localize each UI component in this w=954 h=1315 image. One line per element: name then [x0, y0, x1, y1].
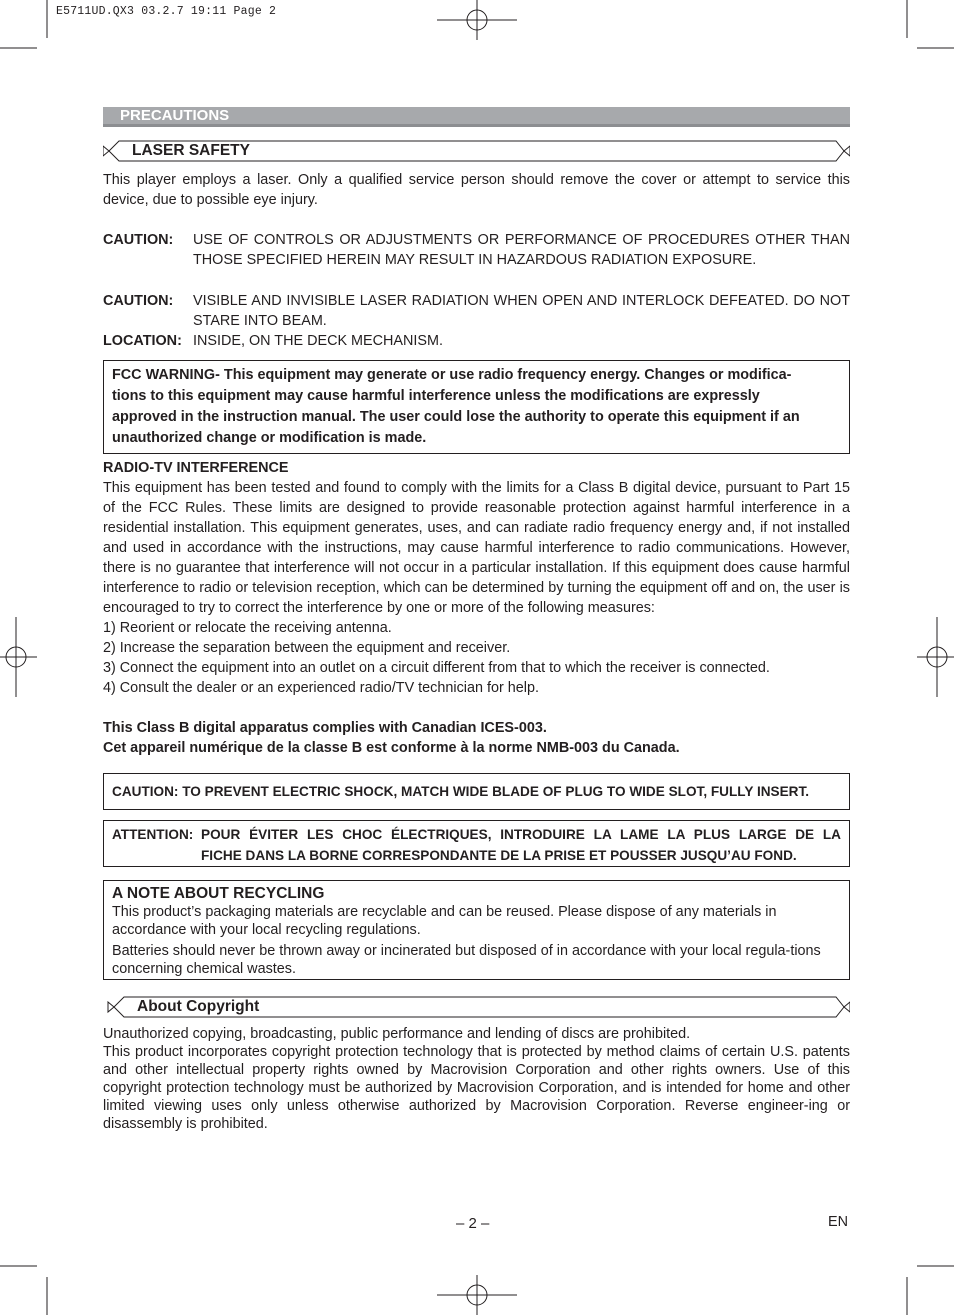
caution-text: VISIBLE AND INVISIBLE LASER RADIATION WHEN OPEN AND INTERLOCK DEFEATED. DO NOT STARE INTO BEAM.	[193, 293, 850, 329]
recycling-title: A NOTE ABOUT RECYCLING	[112, 885, 325, 902]
copyright-title: About Copyright	[137, 998, 260, 1015]
list-item: 1) Reorient or relocate the receiving antenna.	[103, 620, 392, 636]
caution-plug-box: CAUTION: TO PREVENT ELECTRIC SHOCK, MATCH WIDE BLADE OF PLUG TO WIDE SLOT, FULLY INSERT.	[103, 773, 850, 810]
laser-safety-title: LASER SAFETY	[132, 142, 250, 159]
caution-text: USE OF CONTROLS OR ADJUSTMENTS OR PERFORMANCE OF PROCEDURES OTHER THAN THOSE SPECIFIED HEREIN MAY RESULT IN HAZARDOUS RADIATION EXPOSURE.	[193, 232, 850, 268]
file-slug: E5711UD.QX3 03.2.7 19:11 Page 2	[56, 5, 277, 18]
canada-compliance: This Class B digital apparatus complies with Canadian ICES-003. Cet appareil numérique de la classe B est conforme à la norme NMB-003 du Canada.	[103, 720, 680, 756]
laser-caution-2	[103, 291, 850, 331]
attention-text-line-2: FICHE DANS LA BORNE CORRESPONDANTE DE LA PRISE ET POUSSER JUSQU’AU FOND.	[201, 848, 797, 863]
radio-tv-body: This equipment has been tested and found to comply with the limits for a Class B digital device, pursuant to Part 15 of the FCC Rules. These limits are designed to provide reasonable protection against harmful interference in a residential installation. This equipment generates, uses, and can radiate radio frequency energy and, if not installed and used in accordance with the instructions, may cause harmful interference to radio communications. However, there is no guarantee that interference will not occur in a particular installation. If this equipment does cause harmful interference to radio or television reception, which can be determined by turning the equipment off and on, the user is encouraged to try to correct the interference by one or more of the following measures:	[103, 480, 850, 616]
list-item: 2) Increase the separation between the equipment and receiver.	[103, 640, 511, 656]
list-item: 3) Connect the equipment into an outlet on a circuit different from that to which the receiver is connected.	[103, 660, 770, 676]
section-title: PRECAUTIONS	[120, 107, 230, 124]
caution-label: CAUTION:	[103, 293, 174, 309]
laser-caution-1	[103, 230, 850, 270]
laser-intro: This player employs a laser. Only a qualified service person should remove the cover or attempt to service this device, due to possible eye injury.	[103, 172, 850, 208]
caution-label: CAUTION:	[103, 232, 174, 248]
attention-box	[103, 820, 850, 867]
radio-tv-heading: RADIO-TV INTERFERENCE	[103, 460, 289, 476]
location-text: INSIDE, ON THE DECK MECHANISM.	[193, 333, 444, 349]
recycling-paragraph: Batteries should never be thrown away or incinerated but disposed of in accordance with your local regula-tions concerning chemical wastes.	[112, 943, 821, 977]
language-code: EN	[828, 1214, 848, 1230]
attention-text-line-1: POUR ÉVITER LES CHOC ÉLECTRIQUES, INTRODUIRE LA LAME LA PLUS LARGE DE LA	[201, 827, 841, 842]
fcc-warning-box: FCC WARNING- This equipment may generate or use radio frequency energy. Changes or modifica- tions to this equipment may cause harmful interference unless the modifications are expressly approved in the instruction manual. The user could lose the authority to operate this equipment if an unauthorized change or modification is made.	[103, 360, 850, 454]
location-label: LOCATION:	[103, 333, 182, 349]
recycling-note-box	[103, 880, 850, 980]
recycling-paragraph: This product’s packaging materials are recyclable and can be reused. Please dispose of any materials in accordance with your local recycling regulations.	[112, 904, 777, 938]
attention-label: ATTENTION:	[112, 827, 194, 842]
interference-measures-list	[103, 618, 850, 698]
copyright-body: Unauthorized copying, broadcasting, public performance and lending of discs are prohibited. This product incorporates copyright protection technology that is protected by method claims of certain U.S. patents and other intellectual property rights owned by Macrovision Corporation and other rights owners. Use of this copyright protection technology must be authorized by Macrovision Corporation, and is intended for home and other limited viewing uses only unless otherwise authorized by Macrovision Corporation. Reverse engineer-ing or disassembly is prohibited.	[103, 1026, 850, 1132]
laser-safety-ribbon	[103, 140, 850, 162]
laser-location	[103, 331, 850, 351]
page-number: – 2 –	[456, 1215, 490, 1232]
copyright-ribbon	[103, 996, 850, 1018]
precautions-header-bar	[103, 107, 850, 127]
list-item: 4) Consult the dealer or an experienced radio/TV technician for help.	[103, 680, 539, 696]
